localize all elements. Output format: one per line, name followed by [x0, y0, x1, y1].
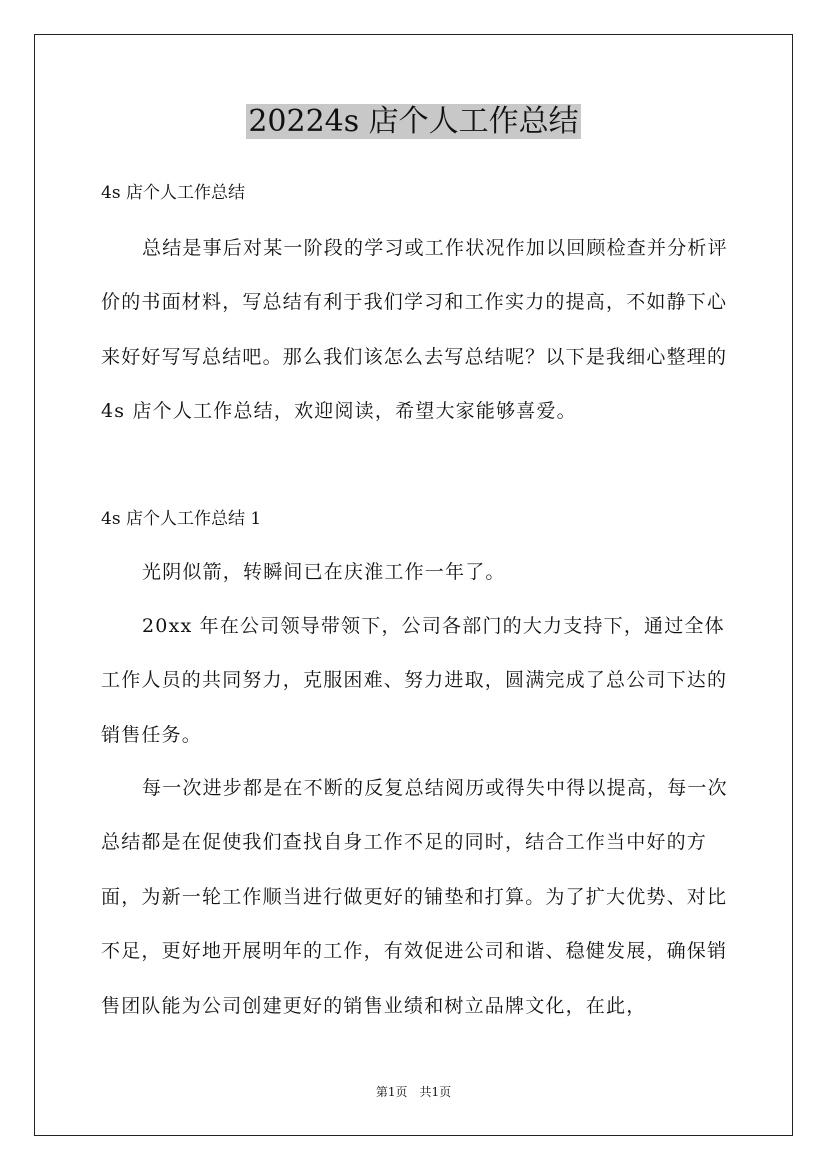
- intro-heading: 4s 店个人工作总结: [101, 183, 245, 203]
- body-paragraph-2: 20xx 年在公司领导带领下，公司各部门的大力支持下，通过全体工作人员的共同努力，克服困难、努力进取，圆满完成了总公司下达的销售任务。: [101, 615, 728, 746]
- body-paragraph-3: 每一次进步都是在不断的反复总结阅历或得失中得以提高，每一次总结都是在促使我们查找自身工作不足的同时，结合工作当中好的方面，为新一轮工作顺当进行做更好的铺垫和打算。为了扩大优势、对比不足，更好地开展明年的工作，有效促进公司和谐、稳健发展，确保销售团队能为公司创建更好的销售业绩和树立品牌文化，在此，: [101, 777, 728, 1017]
- document-title: [0, 98, 827, 146]
- document-title-text: 20224s 店个人工作总结: [248, 104, 579, 139]
- section-heading: 4s 店个人工作总结 1: [101, 509, 262, 529]
- intro-paragraph: 总结是事后对某一阶段的学习或工作状况作加以回顾检查并分析评价的书面材料，写总结有利于我们学习和工作实力的提高，不如静下心来好好写写总结吧。那么我们该怎么去写总结呢？以下是我细心整理的 4s 店个人工作总结，欢迎阅读，希望大家能够喜爱。: [101, 237, 728, 423]
- page-footer: 第1页 共1页: [375, 1085, 452, 1099]
- body-paragraph-1: 光阴似箭，转瞬间已在庆淮工作一年了。: [142, 561, 506, 583]
